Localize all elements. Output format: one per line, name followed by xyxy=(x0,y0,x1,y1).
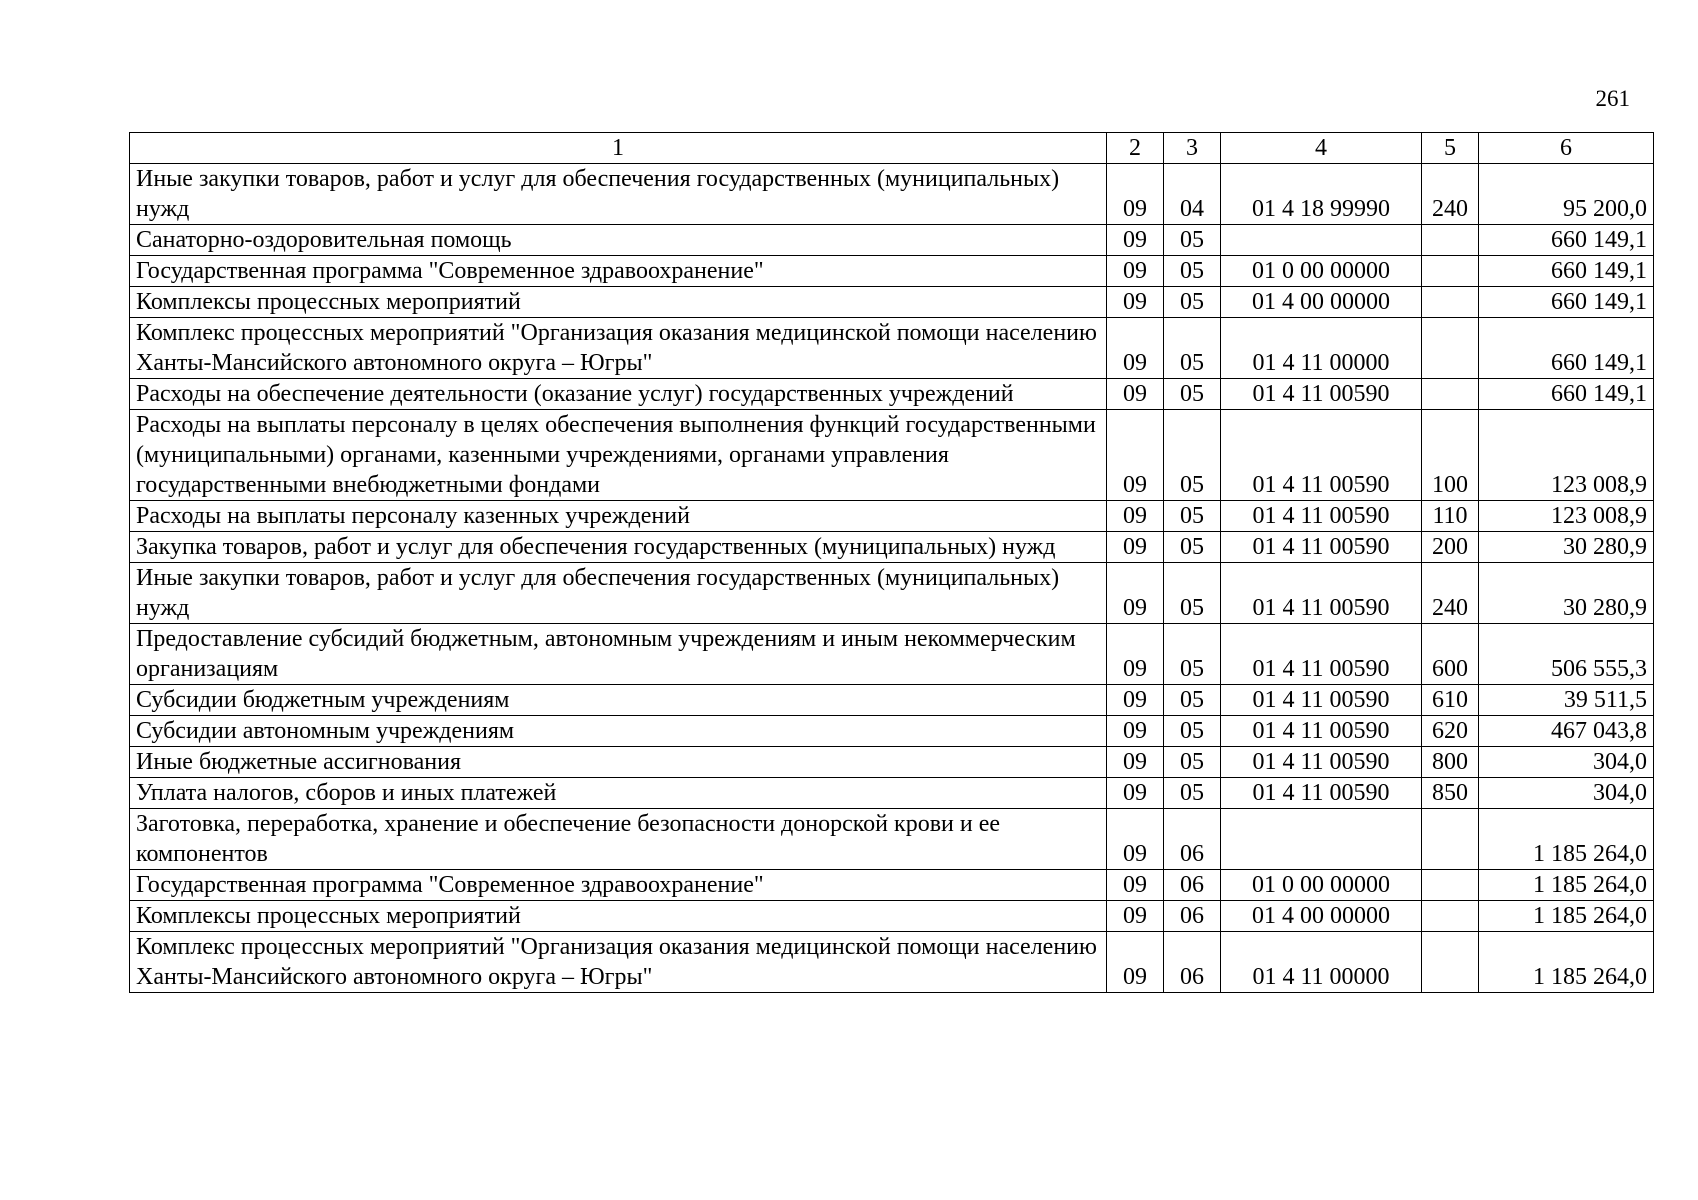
table-row xyxy=(130,287,1654,318)
amount: 304,0 xyxy=(1479,747,1654,778)
column-header: 3 xyxy=(1164,133,1221,164)
section-code: 09 xyxy=(1107,164,1164,225)
section-code: 09 xyxy=(1107,624,1164,685)
target-article-code: 01 4 11 00590 xyxy=(1221,685,1422,716)
expense-type-code xyxy=(1422,318,1479,379)
subsection-code: 05 xyxy=(1164,716,1221,747)
subsection-code: 05 xyxy=(1164,624,1221,685)
target-article-code: 01 4 11 00590 xyxy=(1221,778,1422,809)
expense-type-code xyxy=(1422,379,1479,410)
target-article-code: 01 4 11 00590 xyxy=(1221,563,1422,624)
table-row xyxy=(130,379,1654,410)
section-code: 09 xyxy=(1107,410,1164,501)
expense-type-code xyxy=(1422,870,1479,901)
subsection-code: 05 xyxy=(1164,256,1221,287)
row-name: Закупка товаров, работ и услуг для обеспечения государственных (муниципальных) нужд xyxy=(130,532,1107,563)
table-row xyxy=(130,932,1654,993)
expense-type-code: 200 xyxy=(1422,532,1479,563)
section-code: 09 xyxy=(1107,932,1164,993)
expense-type-code: 620 xyxy=(1422,716,1479,747)
expense-type-code: 610 xyxy=(1422,685,1479,716)
row-name: Субсидии автономным учреждениям xyxy=(130,716,1107,747)
subsection-code: 05 xyxy=(1164,563,1221,624)
amount: 506 555,3 xyxy=(1479,624,1654,685)
expense-type-code xyxy=(1422,809,1479,870)
amount: 1 185 264,0 xyxy=(1479,870,1654,901)
row-name: Уплата налогов, сборов и иных платежей xyxy=(130,778,1107,809)
row-name: Заготовка, переработка, хранение и обеспечение безопасности донорской крови и ее компонентов xyxy=(130,809,1107,870)
amount: 660 149,1 xyxy=(1479,318,1654,379)
row-name: Предоставление субсидий бюджетным, автономным учреждениям и иным некоммерческим организациям xyxy=(130,624,1107,685)
column-header: 5 xyxy=(1422,133,1479,164)
row-name: Комплекс процессных мероприятий "Организация оказания медицинской помощи населению Ханты-Мансийского автономного округа – Югры" xyxy=(130,932,1107,993)
subsection-code: 05 xyxy=(1164,410,1221,501)
table-row xyxy=(130,256,1654,287)
row-name: Комплексы процессных мероприятий xyxy=(130,287,1107,318)
subsection-code: 05 xyxy=(1164,287,1221,318)
amount: 660 149,1 xyxy=(1479,256,1654,287)
amount: 30 280,9 xyxy=(1479,532,1654,563)
row-name: Расходы на обеспечение деятельности (оказание услуг) государственных учреждений xyxy=(130,379,1107,410)
amount: 1 185 264,0 xyxy=(1479,809,1654,870)
table-row xyxy=(130,747,1654,778)
section-code: 09 xyxy=(1107,287,1164,318)
expense-type-code xyxy=(1422,287,1479,318)
expense-type-code: 100 xyxy=(1422,410,1479,501)
row-name: Расходы на выплаты персоналу в целях обеспечения выполнения функций государственными (муниципальными) органами, казенными учреждениями, органами управления государственными внебюджетными фондами xyxy=(130,410,1107,501)
subsection-code: 05 xyxy=(1164,532,1221,563)
amount: 660 149,1 xyxy=(1479,225,1654,256)
expense-type-code: 850 xyxy=(1422,778,1479,809)
amount: 660 149,1 xyxy=(1479,287,1654,318)
subsection-code: 05 xyxy=(1164,501,1221,532)
row-name: Государственная программа "Современное здравоохранение" xyxy=(130,256,1107,287)
subsection-code: 04 xyxy=(1164,164,1221,225)
budget-table xyxy=(129,132,1654,993)
page-number: 261 xyxy=(1595,86,1630,111)
table-row xyxy=(130,809,1654,870)
target-article-code: 01 0 00 00000 xyxy=(1221,870,1422,901)
amount: 1 185 264,0 xyxy=(1479,932,1654,993)
amount: 123 008,9 xyxy=(1479,410,1654,501)
section-code: 09 xyxy=(1107,685,1164,716)
amount: 1 185 264,0 xyxy=(1479,901,1654,932)
table-row xyxy=(130,532,1654,563)
subsection-code: 05 xyxy=(1164,318,1221,379)
target-article-code: 01 0 00 00000 xyxy=(1221,256,1422,287)
expense-type-code: 240 xyxy=(1422,563,1479,624)
column-header: 6 xyxy=(1479,133,1654,164)
expense-type-code xyxy=(1422,256,1479,287)
column-header: 4 xyxy=(1221,133,1422,164)
subsection-code: 06 xyxy=(1164,809,1221,870)
row-name: Субсидии бюджетным учреждениям xyxy=(130,685,1107,716)
subsection-code: 06 xyxy=(1164,870,1221,901)
subsection-code: 05 xyxy=(1164,778,1221,809)
row-name: Комплекс процессных мероприятий "Организация оказания медицинской помощи населению Ханты-Мансийского автономного округа – Югры" xyxy=(130,318,1107,379)
section-code: 09 xyxy=(1107,532,1164,563)
row-name: Иные закупки товаров, работ и услуг для обеспечения государственных (муниципальных) нужд xyxy=(130,164,1107,225)
section-code: 09 xyxy=(1107,716,1164,747)
amount: 39 511,5 xyxy=(1479,685,1654,716)
expense-type-code xyxy=(1422,225,1479,256)
target-article-code: 01 4 11 00000 xyxy=(1221,932,1422,993)
section-code: 09 xyxy=(1107,778,1164,809)
amount: 123 008,9 xyxy=(1479,501,1654,532)
table-row xyxy=(130,685,1654,716)
table-row xyxy=(130,410,1654,501)
table-row xyxy=(130,624,1654,685)
row-name: Иные закупки товаров, работ и услуг для обеспечения государственных (муниципальных) нужд xyxy=(130,563,1107,624)
section-code: 09 xyxy=(1107,379,1164,410)
subsection-code: 05 xyxy=(1164,685,1221,716)
target-article-code: 01 4 11 00590 xyxy=(1221,747,1422,778)
amount: 467 043,8 xyxy=(1479,716,1654,747)
target-article-code: 01 4 11 00590 xyxy=(1221,716,1422,747)
target-article-code: 01 4 11 00590 xyxy=(1221,379,1422,410)
amount: 30 280,9 xyxy=(1479,563,1654,624)
section-code: 09 xyxy=(1107,870,1164,901)
section-code: 09 xyxy=(1107,318,1164,379)
row-name: Комплексы процессных мероприятий xyxy=(130,901,1107,932)
table-row xyxy=(130,716,1654,747)
subsection-code: 05 xyxy=(1164,747,1221,778)
section-code: 09 xyxy=(1107,563,1164,624)
header-row xyxy=(130,133,1654,164)
table-row xyxy=(130,563,1654,624)
subsection-code: 05 xyxy=(1164,225,1221,256)
expense-type-code xyxy=(1422,901,1479,932)
section-code: 09 xyxy=(1107,256,1164,287)
subsection-code: 06 xyxy=(1164,932,1221,993)
target-article-code: 01 4 00 00000 xyxy=(1221,901,1422,932)
table-row xyxy=(130,318,1654,379)
row-name: Иные бюджетные ассигнования xyxy=(130,747,1107,778)
amount: 304,0 xyxy=(1479,778,1654,809)
target-article-code: 01 4 00 00000 xyxy=(1221,287,1422,318)
expense-type-code: 800 xyxy=(1422,747,1479,778)
table-row xyxy=(130,164,1654,225)
target-article-code: 01 4 11 00590 xyxy=(1221,532,1422,563)
target-article-code: 01 4 11 00590 xyxy=(1221,624,1422,685)
table-row xyxy=(130,501,1654,532)
table-row xyxy=(130,778,1654,809)
amount: 660 149,1 xyxy=(1479,379,1654,410)
row-name: Санаторно-оздоровительная помощь xyxy=(130,225,1107,256)
subsection-code: 06 xyxy=(1164,901,1221,932)
expense-type-code: 600 xyxy=(1422,624,1479,685)
target-article-code xyxy=(1221,225,1422,256)
section-code: 09 xyxy=(1107,809,1164,870)
expense-type-code xyxy=(1422,932,1479,993)
section-code: 09 xyxy=(1107,501,1164,532)
table-body xyxy=(130,164,1654,993)
target-article-code: 01 4 18 99990 xyxy=(1221,164,1422,225)
table-row xyxy=(130,870,1654,901)
table-row xyxy=(130,901,1654,932)
expense-type-code: 240 xyxy=(1422,164,1479,225)
section-code: 09 xyxy=(1107,225,1164,256)
target-article-code: 01 4 11 00000 xyxy=(1221,318,1422,379)
table-header xyxy=(130,133,1654,164)
column-header: 1 xyxy=(130,133,1107,164)
table-row xyxy=(130,225,1654,256)
target-article-code xyxy=(1221,809,1422,870)
target-article-code: 01 4 11 00590 xyxy=(1221,410,1422,501)
amount: 95 200,0 xyxy=(1479,164,1654,225)
expense-type-code: 110 xyxy=(1422,501,1479,532)
subsection-code: 05 xyxy=(1164,379,1221,410)
target-article-code: 01 4 11 00590 xyxy=(1221,501,1422,532)
section-code: 09 xyxy=(1107,901,1164,932)
row-name: Расходы на выплаты персоналу казенных учреждений xyxy=(130,501,1107,532)
row-name: Государственная программа "Современное здравоохранение" xyxy=(130,870,1107,901)
column-header: 2 xyxy=(1107,133,1164,164)
section-code: 09 xyxy=(1107,747,1164,778)
